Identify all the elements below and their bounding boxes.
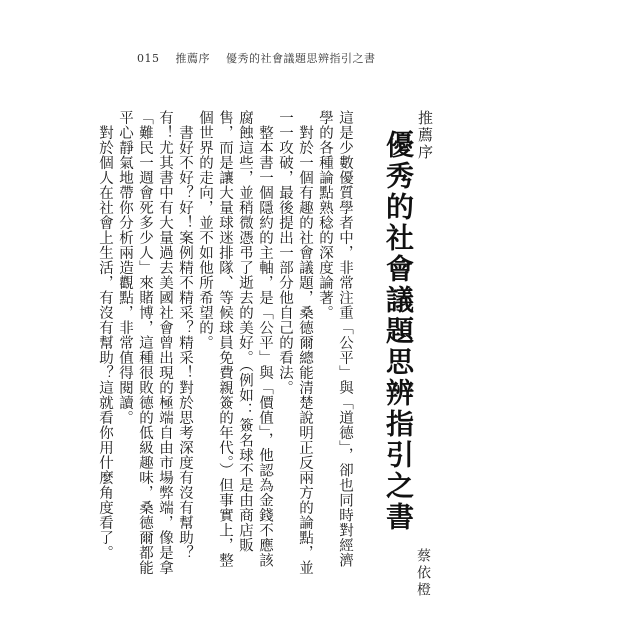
paragraph: 書好不好？好！案例精不精采？精采！對於思考深度有沒有幫助？有！尤其書中有大量過去美國社會曾出現的極端自由市場弊端，像是拿「難民一週會死多少人」來賭博，這種很敗德的低級趣味，桑德爾都能平心靜氣地帶你分析兩造觀點，非常值得閱讀。 [117, 110, 193, 575]
paragraph: 這是少數優質學者中，非常注重「公平」與「道德」，卻也同時對經濟學的各種論點熟稔的深度論著。 [317, 110, 353, 568]
header-title: 優秀的社會議題思辨指引之書 [226, 52, 376, 65]
running-header [137, 50, 388, 66]
article-author: 蔡依橙 [415, 548, 431, 599]
article-body [97, 110, 355, 580]
paragraph: 對於個人在社會上生活，有沒有幫助？這就看你用什麼角度看了。 [97, 124, 113, 560]
paragraph: 對於一個有趣的社會議題，桑德爾總能清楚說明正反兩方的論點，並一一攻破，最後提出一部分他自己的看法。 [277, 110, 313, 575]
article-kicker: 推薦序 [416, 110, 434, 161]
page-number: 015 [137, 52, 160, 65]
paragraph: 整本書一個隱約的主軸，是「公平」與「價值」，他認為金錢不應該腐蝕這些，並稍微憑弔了逝去的美好。（例如：簽名球不是由商店販售，而是讓大量球迷排隊、等候球員免費親簽的年代。）但事實上，整個世界的走向，並不如他所希望的。 [197, 110, 273, 568]
header-section: 推薦序 [175, 52, 210, 65]
article-title: 優秀的社會議題思辨指引之書 [382, 130, 415, 533]
